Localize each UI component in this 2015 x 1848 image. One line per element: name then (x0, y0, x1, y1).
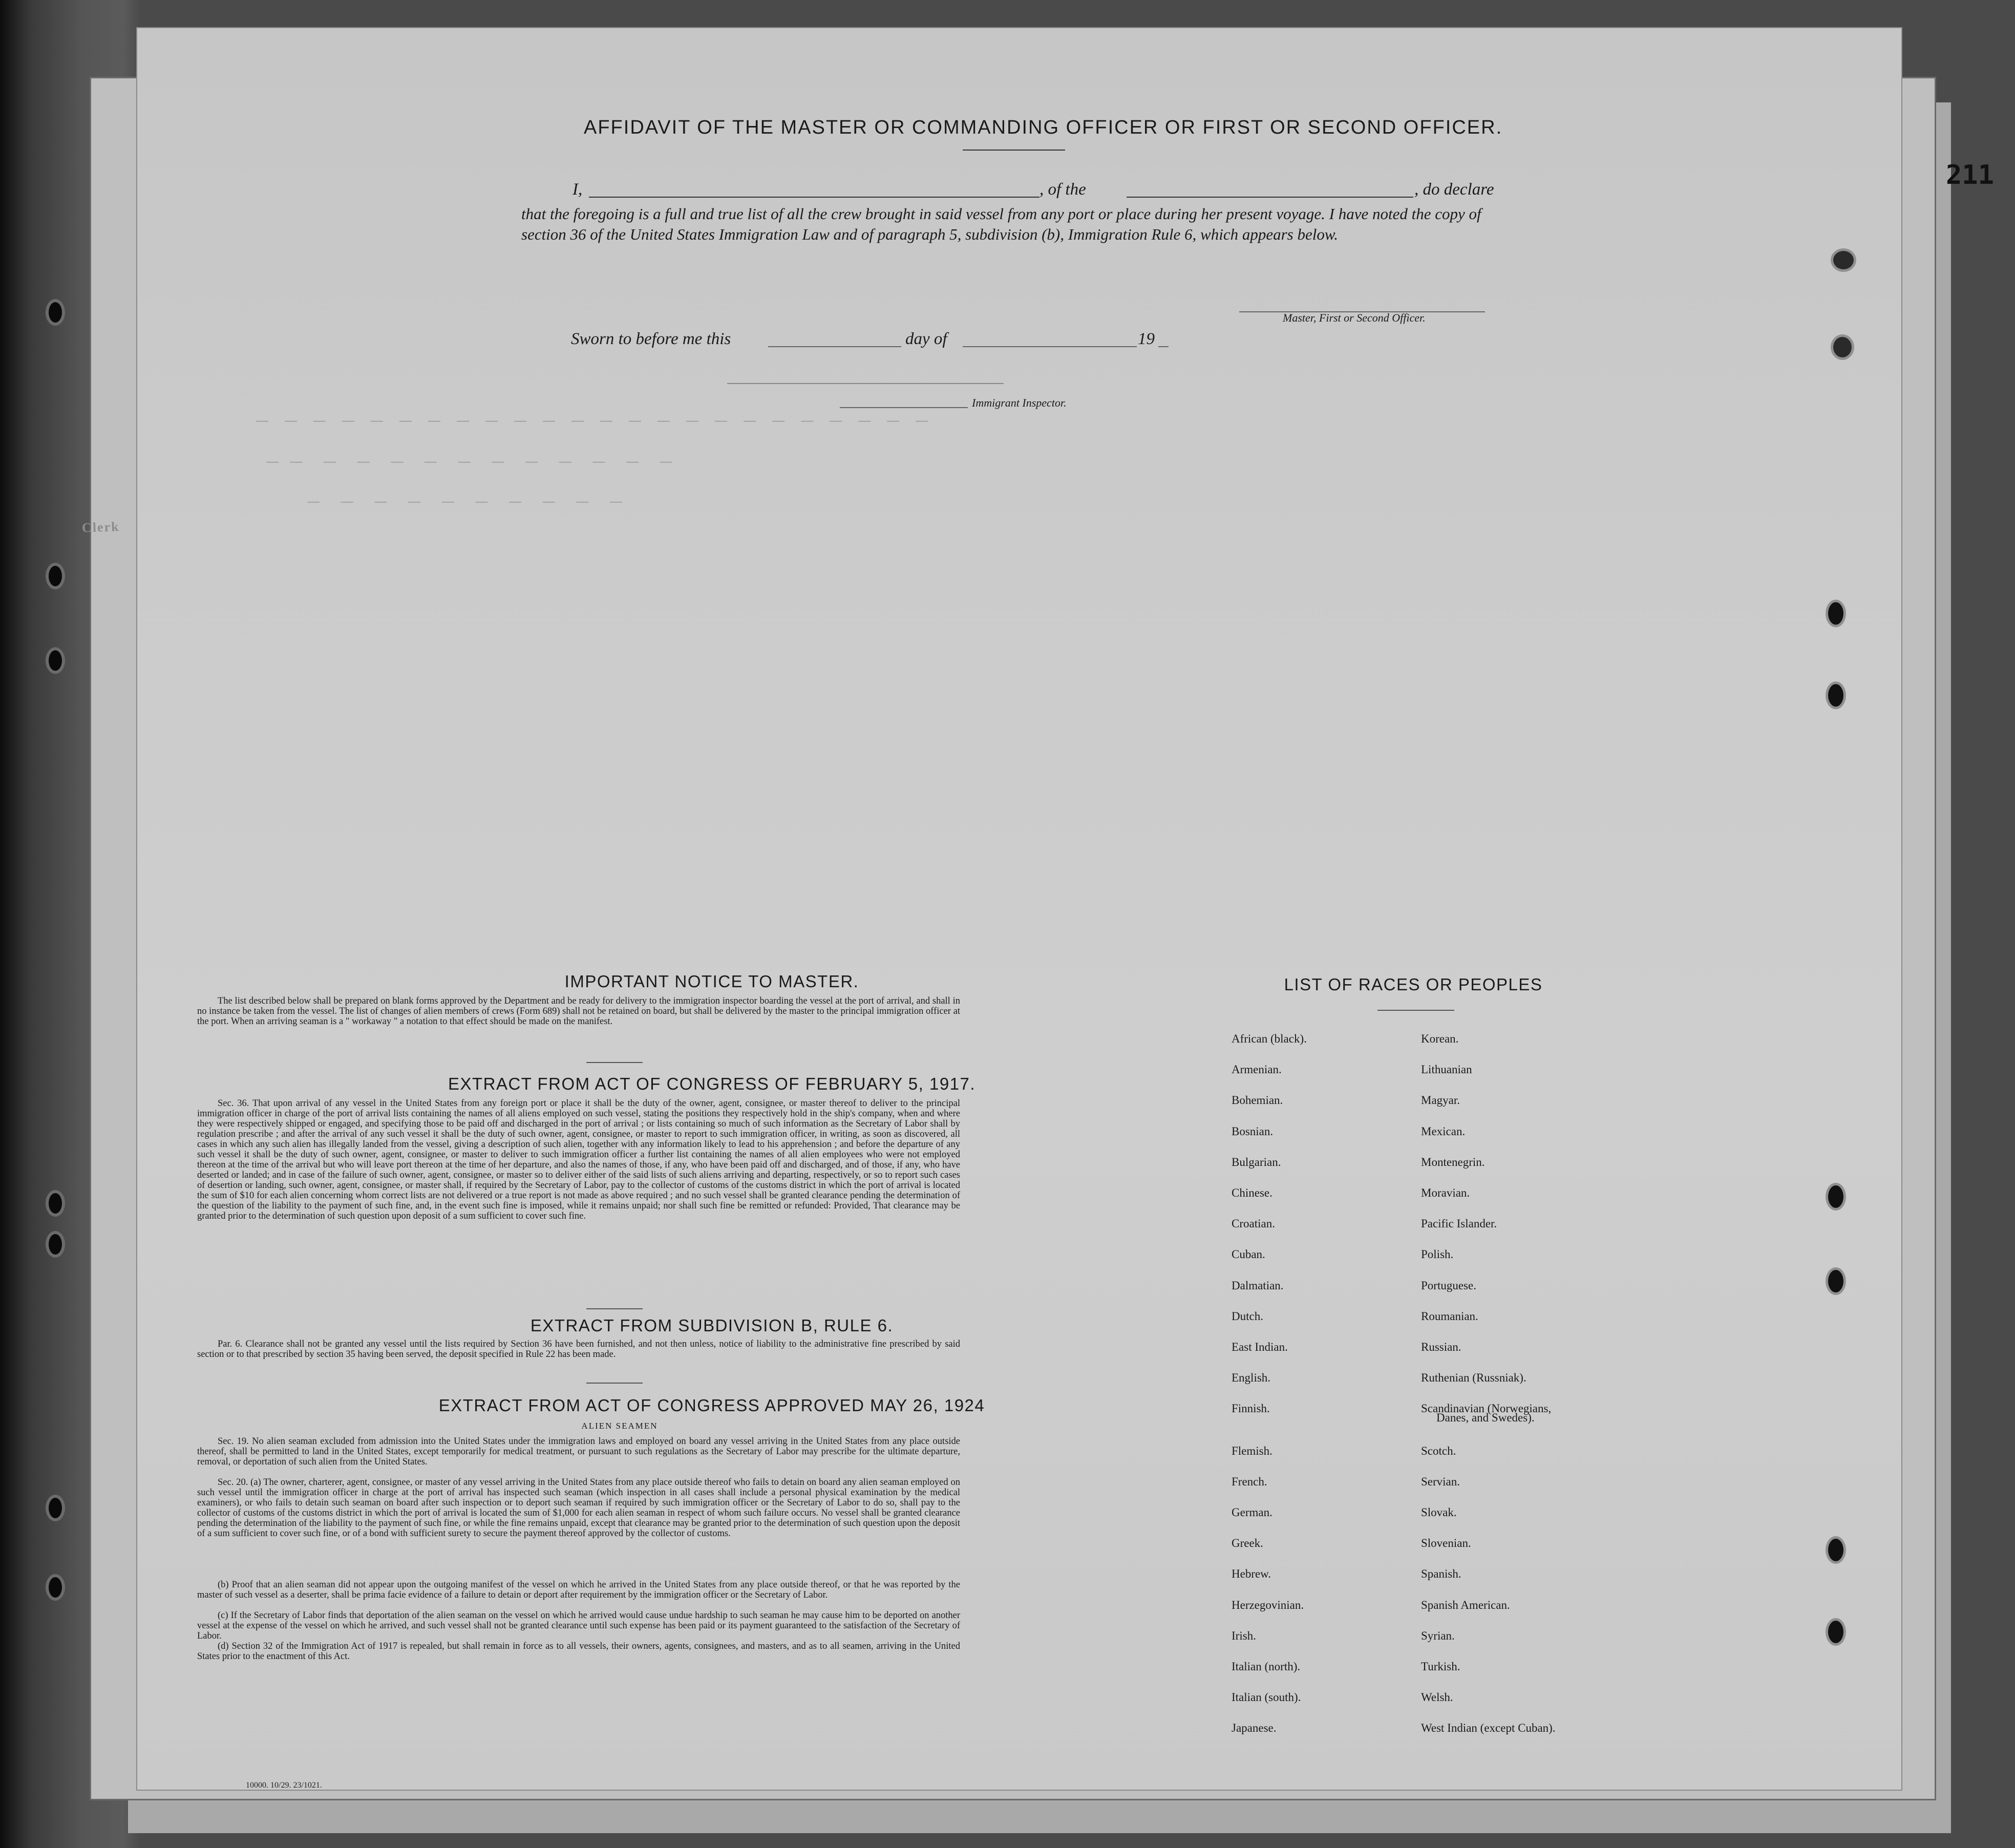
affiant-i-label: I, (572, 180, 583, 199)
race-item: French. (1232, 1475, 1267, 1488)
day-of-label: day of (905, 330, 947, 348)
race-item: Lithuanian (1421, 1063, 1472, 1076)
race-item: Polish. (1421, 1248, 1454, 1261)
race-item: Danes, and Swedes). (1436, 1411, 1535, 1424)
race-item: Montenegrin. (1421, 1155, 1485, 1169)
race-item: Pacific Islander. (1421, 1217, 1497, 1230)
binder-hole (1828, 1270, 1843, 1292)
binder-hole (49, 302, 62, 323)
binder-hole (1828, 684, 1843, 707)
notice-body: The list described below shall be prepared on blank forms approved by the Department and be ready for delivery to the immigration inspector boarding the vessel at the port of arrival, and shall in no instance be taken from the vessel. The list of changes of alien members of crews (Form 689) shall not be retained on board, but shall be delivered by the master to the principal immigration officer at the port. When an arriving seaman is a " workaway " a notation to that effect should be made on the manifest. (197, 996, 960, 1027)
extract-1924-title: EXTRACT FROM ACT OF CONGRESS APPROVED MAY 26, 1924 (438, 1396, 985, 1415)
sworn-month-line (963, 346, 1137, 347)
race-item: Portuguese. (1421, 1279, 1476, 1292)
race-item: Japanese. (1232, 1722, 1277, 1735)
of-the-label: , of the (1040, 180, 1086, 199)
race-item: English. (1232, 1371, 1271, 1385)
affidavit-title: AFFIDAVIT OF THE MASTER OR COMMANDING OFFICER OR FIRST OR SECOND OFFICER. (584, 117, 1503, 138)
binder-hole (49, 566, 62, 586)
inspector-signature-line (840, 407, 968, 408)
extract-rule6-title: EXTRACT FROM SUBDIVISION B, RULE 6. (530, 1316, 894, 1335)
year-label: 19 (1138, 330, 1155, 348)
race-item: Roumanian. (1421, 1309, 1478, 1323)
extract-1917-body: Sec. 36. That upon arrival of any vessel in the United States from any foreign port or place it shall be the duty of the owner, agent, consignee, or master thereof to deliver to the principal immigration officer in charge of the port of arrival lists containing the names of all aliens employed on such vessel, stating the positions they respectively hold in the ship's company, when and where they were respectively shipped or engaged, and specifying those to be paid off and discharged in the port of arrival ; or lists containing so much of such information as the Secretary of Labor shall by regulation prescribe ; and after the arrival of any such vessel it shall be the duty of such owner, agent, consignee, or master to report to such immigration officer, in writing, as soon as discovered, all cases in which any such alien has illegally landed from the vessel, giving a description of such alien, together with any information likely to lead to his apprehension ; and before the departure of any such vessel it shall be the duty of such owner, agent, consignee, or master to deliver to such immigration officer a further list containing the names of all alien employees who were not employed thereon at the time of the arrival but who will leave port thereon at the time of her departure, and also the names of those, if any, who have been paid off and discharged, and of those, if any, who have deserted or landed; and in case of the failure of such owner, agent, consignee, or master so to deliver either of the said lists of such aliens arriving and departing, respectively, or so to report such cases of desertion or landing, such owner, agent, consignee, or master shall, if required by the Secretary of Labor, pay to the collector of customs of the customs district in which the port of arrival is located the sum of $10 for each alien concerning whom correct lists are not delivered or a true report is not made as above required ; and no such vessel shall be granted clearance pending the determination of the question of the liability to the payment of such fine, and, in the event such fine is imposed, while it remains unpaid; nor shall such fine be remitted or refunded: Provided, That clearance may be granted prior to the determination of such question upon deposit of a sum sufficient to cover such fine. (197, 1098, 960, 1221)
vessel-name-line (1127, 197, 1413, 198)
do-declare-label: , do declare (1414, 180, 1494, 199)
race-item: Flemish. (1232, 1444, 1272, 1457)
race-item: Irish. (1232, 1629, 1256, 1642)
inspector-label: Immigrant Inspector. (972, 396, 1067, 409)
extract-1924-sec19: Sec. 19. No alien seaman excluded from admission into the United States under the immigration laws and employed on board any vessel arriving in the United States from any place outside thereof, shall be permitted to land in the United States, except temporarily for medical treatment, or pursuant to such regulations as the Secretary of Labor may prescribe for the ultimate departure, removal, or deportation of such alien from the United States. (197, 1436, 960, 1467)
extract-rule6-body: Par. 6. Clearance shall not be granted any vessel until the lists required by Section 36 have been furnished, and not then unless, notice of liability to the administrative fine prescribed by said section or to that prescribed by section 35 having been served, the deposit specified in Rule 22 has been made. (197, 1339, 960, 1360)
master-signature-label: Master, First or Second Officer. (1283, 311, 1426, 324)
race-item: Korean. (1421, 1032, 1459, 1045)
race-item: Moravian. (1421, 1186, 1470, 1199)
bleed-through-row: — — — — — — — — — — — — — — — — — — — — — — — — (256, 414, 930, 428)
race-item: Herzegovinian. (1232, 1598, 1304, 1611)
notice-title: IMPORTANT NOTICE TO MASTER. (564, 972, 859, 991)
race-item: African (black). (1232, 1032, 1307, 1045)
binder-hole (49, 1577, 62, 1598)
extract-1917-title: EXTRACT FROM ACT OF CONGRESS OF FEBRUARY 5, 1917. (448, 1074, 976, 1093)
races-title: LIST OF RACES OR PEOPLES (1284, 975, 1543, 994)
section-divider (586, 1383, 643, 1384)
extract-1924-sec20a: Sec. 20. (a) The owner, charterer, agent, consignee, or master of any vessel arriving in the United States from any place outside thereof who fails to detain on board any alien seaman employed on such vessel until the immigration officer in charge at the port of arrival has inspected such seaman (which inspection in all cases shall include a personal physical examination by the medical examiners), or who fails to detain such seaman on board after such inspection or to deport such seaman if required by such immigration officer or the Secretary of Labor to do so, shall pay to the collector of customs of the customs district in which the port of arrival is located the sum of $1,000 for each alien seaman in respect of whom such failure occurs. No vessel shall be granted clearance pending the determination of the liability to the payment of such fine, or while the fine remains unpaid, except that clearance may be granted prior to the determination of such question upon the deposit of a sum sufficient to cover such fine, or of a bond with sufficient surety to secure the payment thereof approved by the collector of customs. (197, 1477, 960, 1539)
form-print-code: 10000. 10/29. 23/1021. (246, 1781, 322, 1790)
binder-hole (1833, 337, 1852, 357)
margin-clerk-label: Clerk (81, 519, 120, 536)
binder-hole (1828, 1539, 1843, 1561)
race-item: West Indian (except Cuban). (1421, 1722, 1556, 1735)
race-item: Spanish American. (1421, 1598, 1510, 1611)
extract-1924-sec20b: (b) Proof that an alien seaman did not appear upon the outgoing manifest of the vessel on which he arrived in the United States from any place outside thereof, or that he was reported by the master of such vessel as a deserter, shall be prima facie evidence of a failure to detain or deport after requirement by the immigration officer or the Secretary of Labor. (197, 1580, 960, 1600)
sworn-date-line (768, 346, 901, 347)
race-item: Greek. (1232, 1537, 1263, 1550)
race-item: Turkish. (1421, 1660, 1460, 1673)
race-item: Finnish. (1232, 1402, 1270, 1415)
extract-1924-sec20d: (d) Section 32 of the Immigration Act of 1917 is repealed, but shall remain in force as to all vessels, their owners, agents, consignees, and masters, and as to all seamen, arriving in the United States prior to the enactment of this Act. (197, 1641, 960, 1662)
bleed-through-row: — — — — — — — — — — (307, 495, 624, 508)
extract-1924-sec20c: (c) If the Secretary of Labor finds that deportation of the alien seaman on the vessel on which he arrived would cause undue hardship to such seaman he may cause him to be deported on another vessel at the expense of the vessel on which he arrived, and such vessel shall not be granted clearance until such expense has been paid or its payment guaranteed to the satisfaction of the Secretary of Labor. (197, 1610, 960, 1641)
race-item: Scotch. (1421, 1444, 1456, 1457)
binder-hole (49, 1498, 62, 1518)
sworn-label: Sworn to before me this (571, 330, 731, 348)
inspector-rule-upper (727, 383, 1004, 384)
bleed-through-row: — — — — — — — — — — — — — (266, 455, 674, 469)
race-item: German. (1232, 1506, 1272, 1519)
affiant-name-line (589, 197, 1040, 198)
race-item: Dalmatian. (1232, 1279, 1284, 1292)
race-item: Ruthenian (Russniak). (1421, 1371, 1526, 1385)
binder-hole (1828, 1621, 1843, 1643)
binder-hole (1833, 251, 1854, 269)
race-item: Spanish. (1421, 1567, 1461, 1581)
binder-hole (49, 1193, 62, 1214)
race-item: Bohemian. (1232, 1094, 1283, 1107)
race-item: Bulgarian. (1232, 1155, 1281, 1169)
race-item: East Indian. (1232, 1341, 1288, 1353)
alien-seamen-subtitle: ALIEN SEAMEN (581, 1421, 658, 1431)
title-underline (963, 150, 1065, 151)
race-item: Italian (south). (1232, 1691, 1301, 1704)
race-item: Chinese. (1232, 1186, 1272, 1199)
race-item: Servian. (1421, 1475, 1460, 1488)
binder-hole (1828, 602, 1843, 625)
race-item: Slovenian. (1421, 1537, 1471, 1550)
race-item: Syrian. (1421, 1629, 1455, 1642)
race-item: Magyar. (1421, 1094, 1460, 1107)
race-item: Bosnian. (1232, 1124, 1274, 1138)
race-item: Italian (north). (1232, 1660, 1301, 1673)
race-item: Scandinavian (Norwegians, (1421, 1402, 1552, 1415)
declaration-text: that the foregoing is a full and true list of all the crew brought in said vessel from any port or place during her present voyage. I have noted the copy of section 36 of the United States Immigration Law and of paragraph 5, subdivision (b), Immigration Rule 6, which appears below. (521, 205, 1481, 243)
race-item: Russian. (1421, 1341, 1461, 1353)
page-number-stamp-right: 211 (1946, 160, 1994, 190)
race-item: Slovak. (1421, 1506, 1457, 1519)
race-item: Dutch. (1232, 1309, 1263, 1323)
binder-hole (49, 650, 62, 671)
year-line (1158, 346, 1169, 347)
binder-hole (49, 1234, 62, 1255)
race-item: Mexican. (1421, 1124, 1466, 1138)
race-item: Welsh. (1421, 1691, 1453, 1704)
race-item: Hebrew. (1232, 1567, 1271, 1581)
races-title-underline (1377, 1010, 1454, 1011)
section-divider (586, 1062, 643, 1063)
binder-hole (1828, 1185, 1843, 1208)
section-divider (586, 1308, 643, 1309)
race-item: Cuban. (1232, 1248, 1265, 1261)
race-item: Armenian. (1232, 1063, 1282, 1076)
race-item: Croatian. (1232, 1217, 1275, 1230)
